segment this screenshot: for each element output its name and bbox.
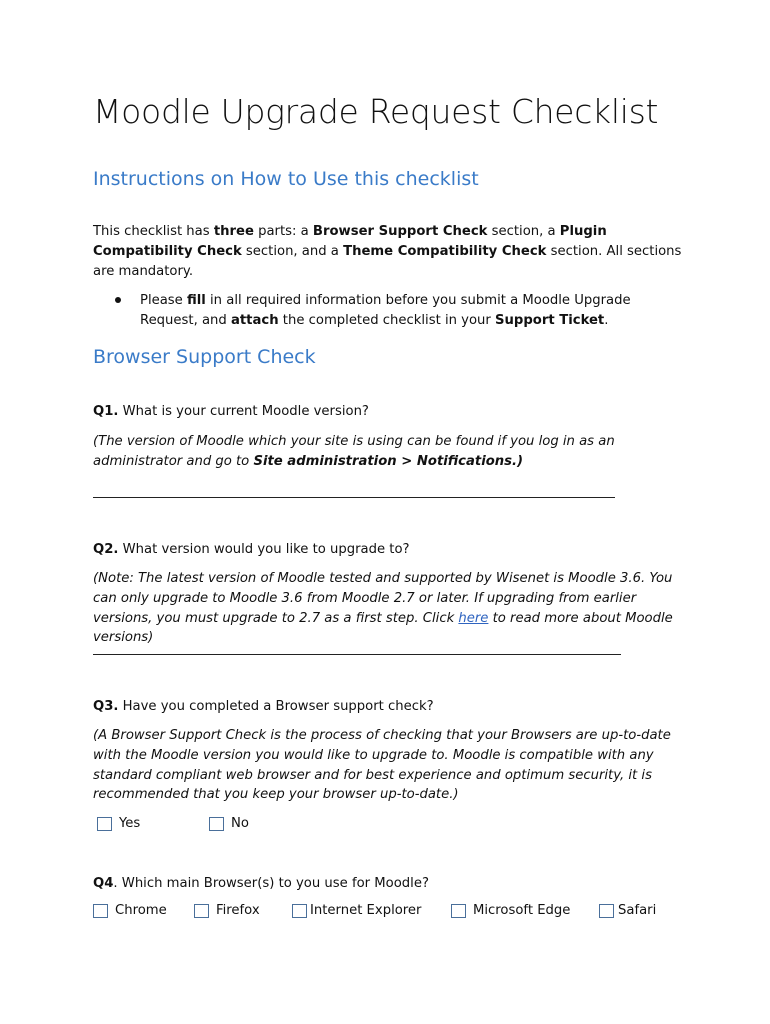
- q4-option-firefox[interactable]: [194, 903, 260, 918]
- q4-question: Q4. Which main Browser(s) to you use for Moodle?: [93, 876, 429, 891]
- q4-option-safari[interactable]: [599, 903, 656, 918]
- q2-answer-line[interactable]: [93, 654, 621, 655]
- no-label: No: [231, 816, 249, 831]
- firefox-checkbox[interactable]: [194, 904, 209, 918]
- firefox-label: Firefox: [216, 903, 260, 918]
- internet-explorer-label: Internet Explorer: [310, 903, 422, 918]
- safari-label: Safari: [618, 903, 657, 918]
- q4-option-internet-explorer[interactable]: [292, 903, 421, 918]
- no-checkbox[interactable]: [209, 817, 224, 831]
- bullet-dot: [115, 297, 121, 303]
- q2-question: Q2. What version would you like to upgrade to?: [93, 542, 410, 557]
- q1-note: (The version of Moodle which your site is using can be found if you log in as an administrator and go to Site administration > Notifications.): [93, 434, 615, 469]
- yes-label: Yes: [119, 816, 141, 831]
- q1-question: Q1. What is your current Moodle version?: [93, 404, 369, 419]
- q2-note: (Note: The latest version of Moodle tested and supported by Wisenet is Moodle 3.6. You can only upgrade to Moodle 3.6 from Moodle 2.7 or later. If upgrading from earlier versions, you must upgrade to 2.7 as a first step. Click here to read more about Moodle versions): [93, 571, 673, 646]
- versions-link[interactable]: here: [458, 610, 489, 626]
- q3-note: (A Browser Support Check is the process of checking that your Browsers are up-to-date with the Moodle version you would like to upgrade to. Moodle is compatible with any standard compliant web browser and for best experience and optimum security, it is recommended that you keep your browser up-to-date.): [93, 728, 671, 803]
- q4-option-microsoft-edge[interactable]: [451, 903, 570, 918]
- safari-checkbox[interactable]: [599, 904, 614, 918]
- bullet-text: Please fill in all required information before you submit a Moodle Upgrade Request, and attach the completed checklist in your Support Ticket.: [140, 293, 631, 328]
- microsoft-edge-checkbox[interactable]: [451, 904, 466, 918]
- chrome-label: Chrome: [115, 903, 167, 918]
- microsoft-edge-label: Microsoft Edge: [473, 903, 571, 918]
- q3-option-yes[interactable]: [97, 816, 140, 831]
- browser-support-heading: Browser Support Check: [93, 346, 316, 368]
- q3-option-no[interactable]: [209, 816, 249, 831]
- chrome-checkbox[interactable]: [93, 904, 108, 918]
- internet-explorer-checkbox[interactable]: [292, 904, 307, 918]
- yes-checkbox[interactable]: [97, 817, 112, 831]
- q4-option-chrome[interactable]: [93, 903, 167, 918]
- page-title: Moodle Upgrade Request Checklist: [93, 92, 659, 131]
- intro-paragraph: This checklist has three parts: a Browser Support Check section, a Plugin Compatibility Check section, and a Theme Compatibility Check section. All sections are mandatory.: [93, 224, 682, 279]
- q3-question: Q3. Have you completed a Browser support check?: [93, 699, 434, 714]
- instructions-heading: Instructions on How to Use this checklist: [93, 168, 479, 190]
- q1-answer-line[interactable]: [93, 497, 615, 498]
